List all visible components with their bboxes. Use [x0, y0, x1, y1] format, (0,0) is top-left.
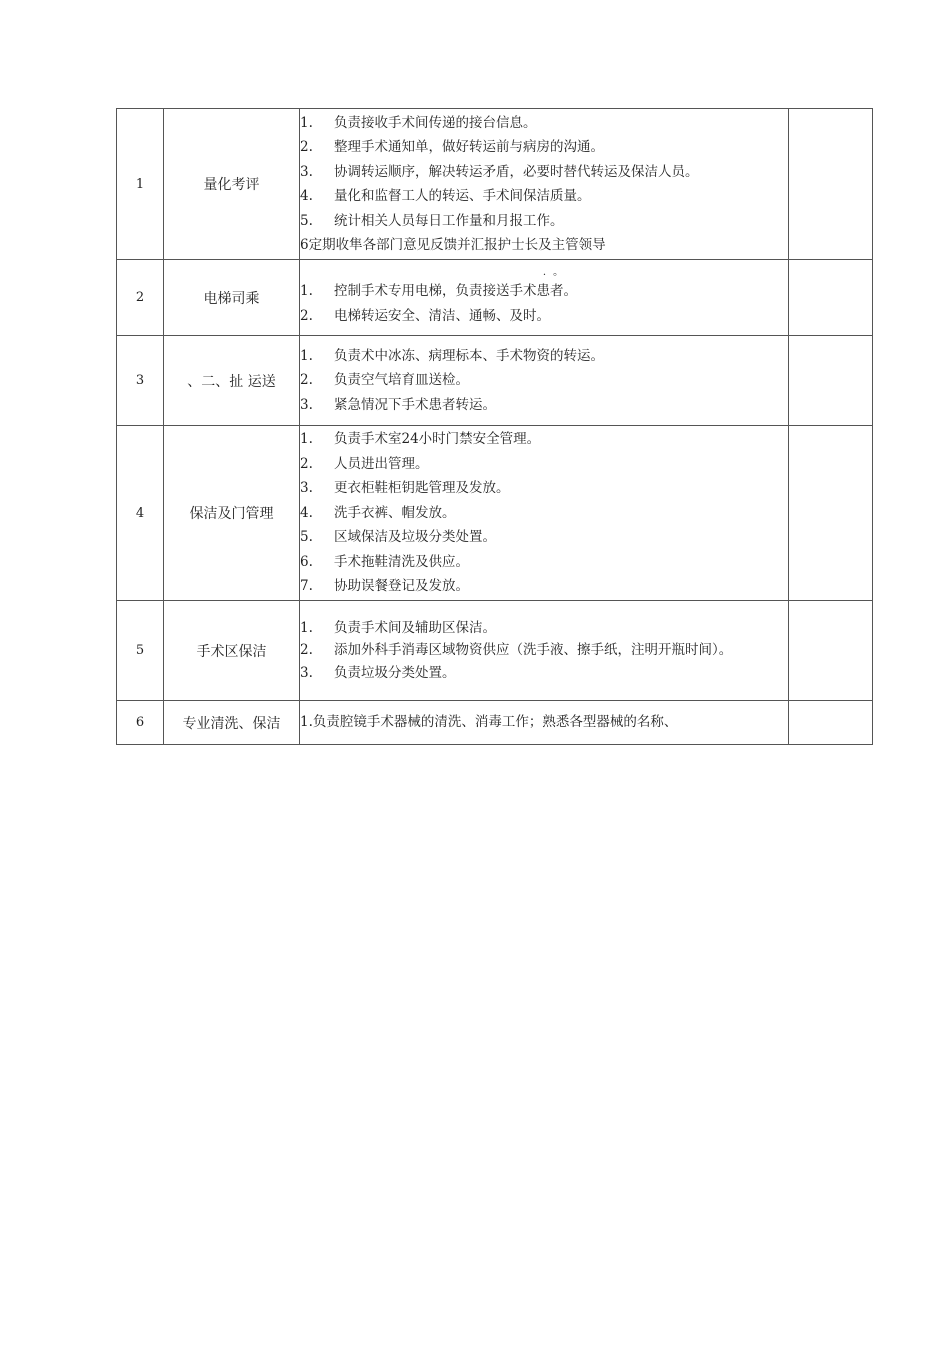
duty-item: 2. 人员进出管理。: [300, 455, 429, 472]
duty-description: [300, 260, 789, 336]
remarks-cell: [789, 260, 873, 336]
remarks-cell: [789, 109, 873, 260]
duty-item: 4. 量化和监督工人的转运、手术间保洁质量。: [300, 188, 591, 204]
duty-description: [300, 601, 789, 701]
duty-description: [300, 109, 789, 260]
duty-item: 1.负责腔镜手术器械的清洗、消毒工作；熟悉各型器械的名称、: [300, 714, 678, 731]
row-number: 6: [117, 701, 164, 745]
table-row: [117, 109, 873, 260]
row-number: 4: [117, 426, 164, 601]
duty-item: 6. 手术拖鞋清洗及供应。: [300, 553, 469, 570]
table-row: [117, 426, 873, 601]
row-number: 2: [117, 260, 164, 336]
table-row: [117, 260, 873, 336]
duty-item: 1. 负责接收手术间传递的接台信息。: [300, 114, 537, 131]
role-name: 、二、扯 运送: [164, 336, 300, 426]
role-name: 专业清洗、保洁: [164, 701, 300, 745]
duty-description: [300, 336, 789, 426]
stray-marks: . 。: [542, 267, 566, 278]
table-row: [117, 601, 873, 701]
duty-item: 4. 洗手衣裤、帽发放。: [300, 504, 456, 521]
duty-item: 3. 更衣柜鞋柜钥匙管理及发放。: [300, 480, 510, 497]
duty-description: [300, 701, 789, 745]
duty-item: 2. 负责空气培育皿送检。: [300, 372, 469, 389]
duty-table: [116, 108, 873, 745]
duty-item: 5. 区域保洁及垃圾分类处置。: [300, 529, 496, 546]
role-name: 手术区保洁: [164, 601, 300, 701]
remarks-cell: [789, 701, 873, 745]
duty-item: 7. 协助误餐登记及发放。: [300, 578, 469, 595]
duty-item: 2. 电梯转运安全、清洁、通畅、及时。: [300, 307, 550, 324]
duty-item: 1. 负责术中冰冻、病理标本、手术物资的转运。: [300, 347, 604, 364]
remarks-cell: [789, 601, 873, 701]
duty-item: 3. 协调转运顺序，解决转运矛盾，必要时替代转运及保洁人员。: [300, 163, 699, 180]
duty-item: 1. 负责手术间及辅助区保洁。: [300, 619, 496, 636]
duty-item: 2. 添加外科手消毒区域物资供应（洗手液、擦手纸，注明开瓶时间）。: [300, 642, 733, 658]
role-name: 量化考评: [164, 109, 300, 260]
duty-item: 2. 整理手术通知单，做好转运前与病房的沟通。: [300, 139, 604, 155]
row-number: 5: [117, 601, 164, 701]
duty-item: 5. 统计相关人员每日工作量和月报工作。: [300, 212, 564, 229]
role-name: 电梯司乘: [164, 260, 300, 336]
duty-item: 3. 紧急情况下手术患者转运。: [300, 396, 496, 413]
row-number: 1: [117, 109, 164, 260]
duty-description: [300, 426, 789, 601]
table-row: [117, 701, 873, 745]
table-row: [117, 336, 873, 426]
role-name: 保洁及门管理: [164, 426, 300, 601]
duty-item: 6定期收隼各部门意见反馈并汇报护士长及主管领导: [300, 237, 606, 253]
remarks-cell: [789, 426, 873, 601]
duty-item: 1. 负责手术室24小时门禁安全管理。: [300, 431, 541, 448]
duty-item: 1. 控制手术专用电梯，负责接送手术患者。: [300, 283, 577, 299]
row-number: 3: [117, 336, 164, 426]
duty-item: 3. 负责垃圾分类处置。: [300, 665, 456, 681]
remarks-cell: [789, 336, 873, 426]
